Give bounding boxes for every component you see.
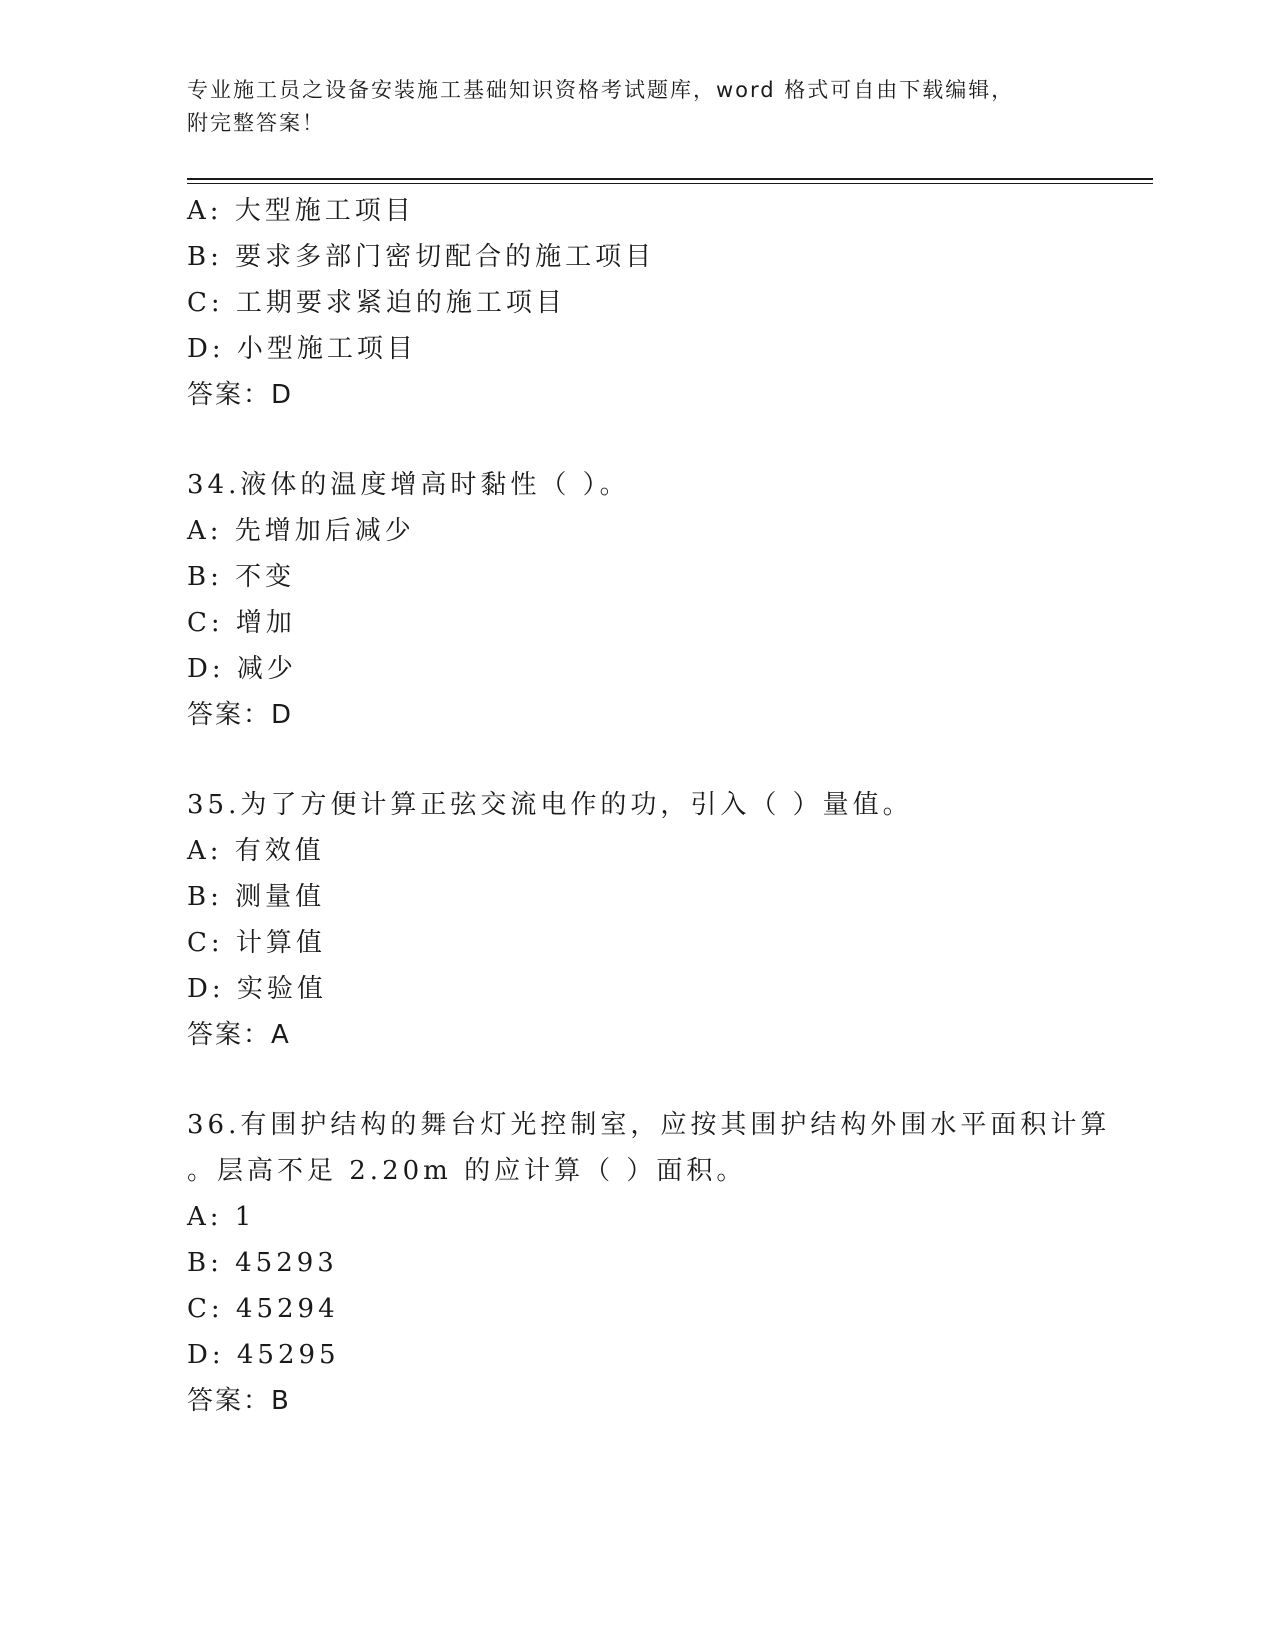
option-b: B: 要求多部门密切配合的施工项目 xyxy=(187,242,656,272)
question-stem-line-1: 36.有围护结构的舞台灯光控制室，应按其围护结构外围水平面积计算 xyxy=(187,1110,1111,1140)
answer: 答案：A xyxy=(187,1020,291,1050)
option-a: A: 有效值 xyxy=(187,836,325,866)
option-c: C: 45294 xyxy=(187,1294,339,1324)
answer: 答案：D xyxy=(187,700,294,730)
option-a: A: 1 xyxy=(187,1202,256,1232)
answer: 答案：B xyxy=(187,1386,291,1416)
document-header xyxy=(187,74,1087,140)
header-divider-thin xyxy=(187,183,1153,184)
option-c: C: 增加 xyxy=(187,608,296,638)
option-d: D: 减少 xyxy=(187,654,297,684)
option-d: D: 45295 xyxy=(187,1340,340,1370)
question-35 xyxy=(187,782,1147,1058)
option-b: B: 不变 xyxy=(187,562,296,592)
question-36 xyxy=(187,1102,1147,1424)
question-list xyxy=(187,188,1147,1424)
answer: 答案：D xyxy=(187,380,294,410)
option-b: B: 测量值 xyxy=(187,882,326,912)
question-stem: 34.液体的温度增高时黏性（ ）。 xyxy=(187,470,630,500)
option-d: D: 小型施工项目 xyxy=(187,334,417,364)
option-a: A: 大型施工项目 xyxy=(187,196,415,226)
option-c: C: 计算值 xyxy=(187,928,326,958)
header-divider-thick xyxy=(187,178,1153,180)
header-line-1: 专业施工员之设备安装施工基础知识资格考试题库，word 格式可自由下载编辑， xyxy=(187,78,1015,102)
header-line-2: 附完整答案！ xyxy=(187,111,325,135)
option-d: D: 实验值 xyxy=(187,974,327,1004)
option-c: C: 工期要求紧迫的施工项目 xyxy=(187,288,566,318)
question-stem: 35.为了方便计算正弦交流电作的功，引入（ ）量值。 xyxy=(187,790,913,820)
option-a: A: 先增加后减少 xyxy=(187,516,415,546)
question-34 xyxy=(187,462,1147,738)
option-b: B: 45293 xyxy=(187,1248,338,1278)
question-33 xyxy=(187,188,1147,418)
question-stem-line-2: 。层高不足 2.20m 的应计算（ ）面积。 xyxy=(187,1156,747,1186)
